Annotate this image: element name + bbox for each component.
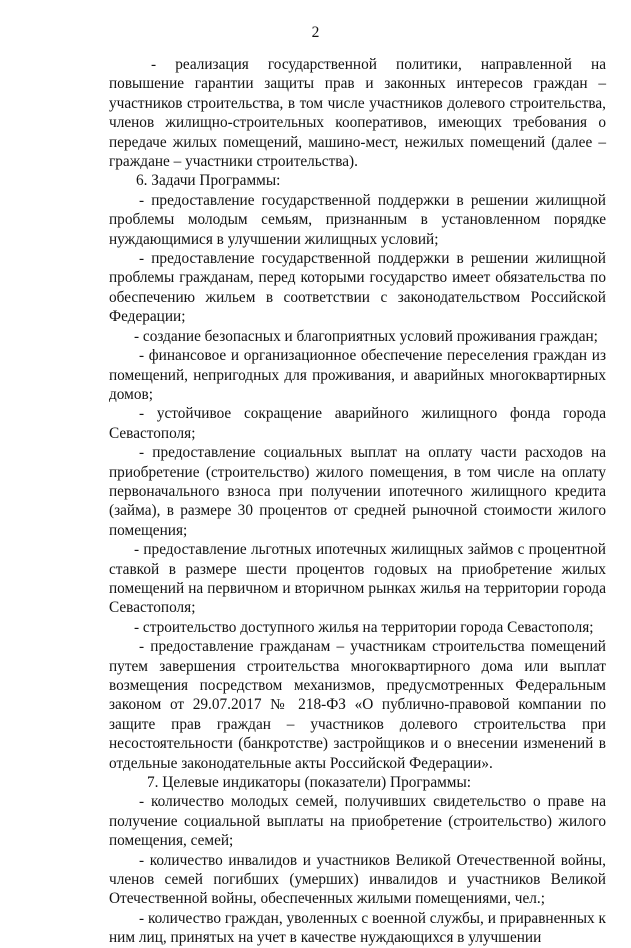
heading-program-tasks: 6. Задачи Программы: [136, 172, 281, 190]
task-state-obligations: - предоставление государственной поддержки в решении жилищной проблемы гражданам, перед которыми государство имеет обязательства по обеспечению жильем в соответствии с законодательством Российской Федерации; [109, 250, 606, 326]
task-shared-construction: - предоставление гражданам – участникам строительства помещений путем завершения строительства многоквартирного дома или выплат возмещения посредством механизмов, предусмотренных Федеральным законом от 29.07.2017 № 218-ФЗ «О публично-правовой компании по защите прав граждан – участников долевого строительства при несостоятельности (банкротстве) застройщиков и о внесении изменений в отдельные законодательные акты Российской Федерации». [109, 638, 606, 772]
task-affordable-housing: - строительство доступного жилья на территории города Севастополя; [134, 618, 594, 636]
task-social-payments: - предоставление социальных выплат на оплату части расходов на приобретение (строительство) жилого помещения, в том числе на оплату первоначального взноса при получении ипотечного жилищного кредита (займа), в размере 30 процентов от средней рыночной стоимости жилого помещения; [109, 444, 606, 539]
indicator-young-families: - количество молодых семей, получивших свидетельство о праве на получение социальной выплаты на приобретение (строительство) жилого помещения, семей; [109, 793, 606, 850]
task-preferential-loans: - предоставление льготных ипотечных жилищных займов с процентной ставкой в размере шести процентов годовых на приобретение жилых помещений на первичном и вторичном рынках жилья на территории города Севастополя; [109, 541, 606, 617]
heading-target-indicators: 7. Целевые индикаторы (показатели) Программы: [147, 774, 471, 792]
page-number: 2 [311, 24, 320, 41]
task-young-families: - предоставление государственной поддержки в решении жилищной проблемы молодым семьям, признанным в установленном порядке нуждающимися в улучшении жилищных условий; [109, 191, 606, 248]
task-safe-conditions: - создание безопасных и благоприятных условий проживания граждан; [134, 327, 598, 345]
indicator-war-veterans: - количество инвалидов и участников Великой Отечественной войны, членов семей погибших (умерших) инвалидов и участников Великой Отечественной войны, обеспеченных жилыми помещениями, чел.; [109, 851, 606, 908]
task-emergency-housing: - устойчивое сокращение аварийного жилищного фонда города Севастополя; [109, 405, 606, 442]
task-resettlement: - финансовое и организационное обеспечение переселения граждан из помещений, непригодных для проживания, и аварийных многоквартирных домов; [109, 347, 606, 403]
paragraph-policy-goal: - реализация государственной политики, направленной на повышение гарантии защиты прав и законных интересов граждан – участников строительства, в том числе участников долевого строительства, членов жилищно-строительных кооперативов, имеющих требования о передаче жилых помещений, машино-мест, нежилых помещений (далее – граждане – участники строительства). [109, 56, 606, 171]
document-body [109, 55, 606, 948]
indicator-military-retirees: - количество граждан, уволенных с военной службы, и приравненных к ним лиц, принятых на учет в качестве нуждающихся в улучшении [109, 909, 606, 947]
